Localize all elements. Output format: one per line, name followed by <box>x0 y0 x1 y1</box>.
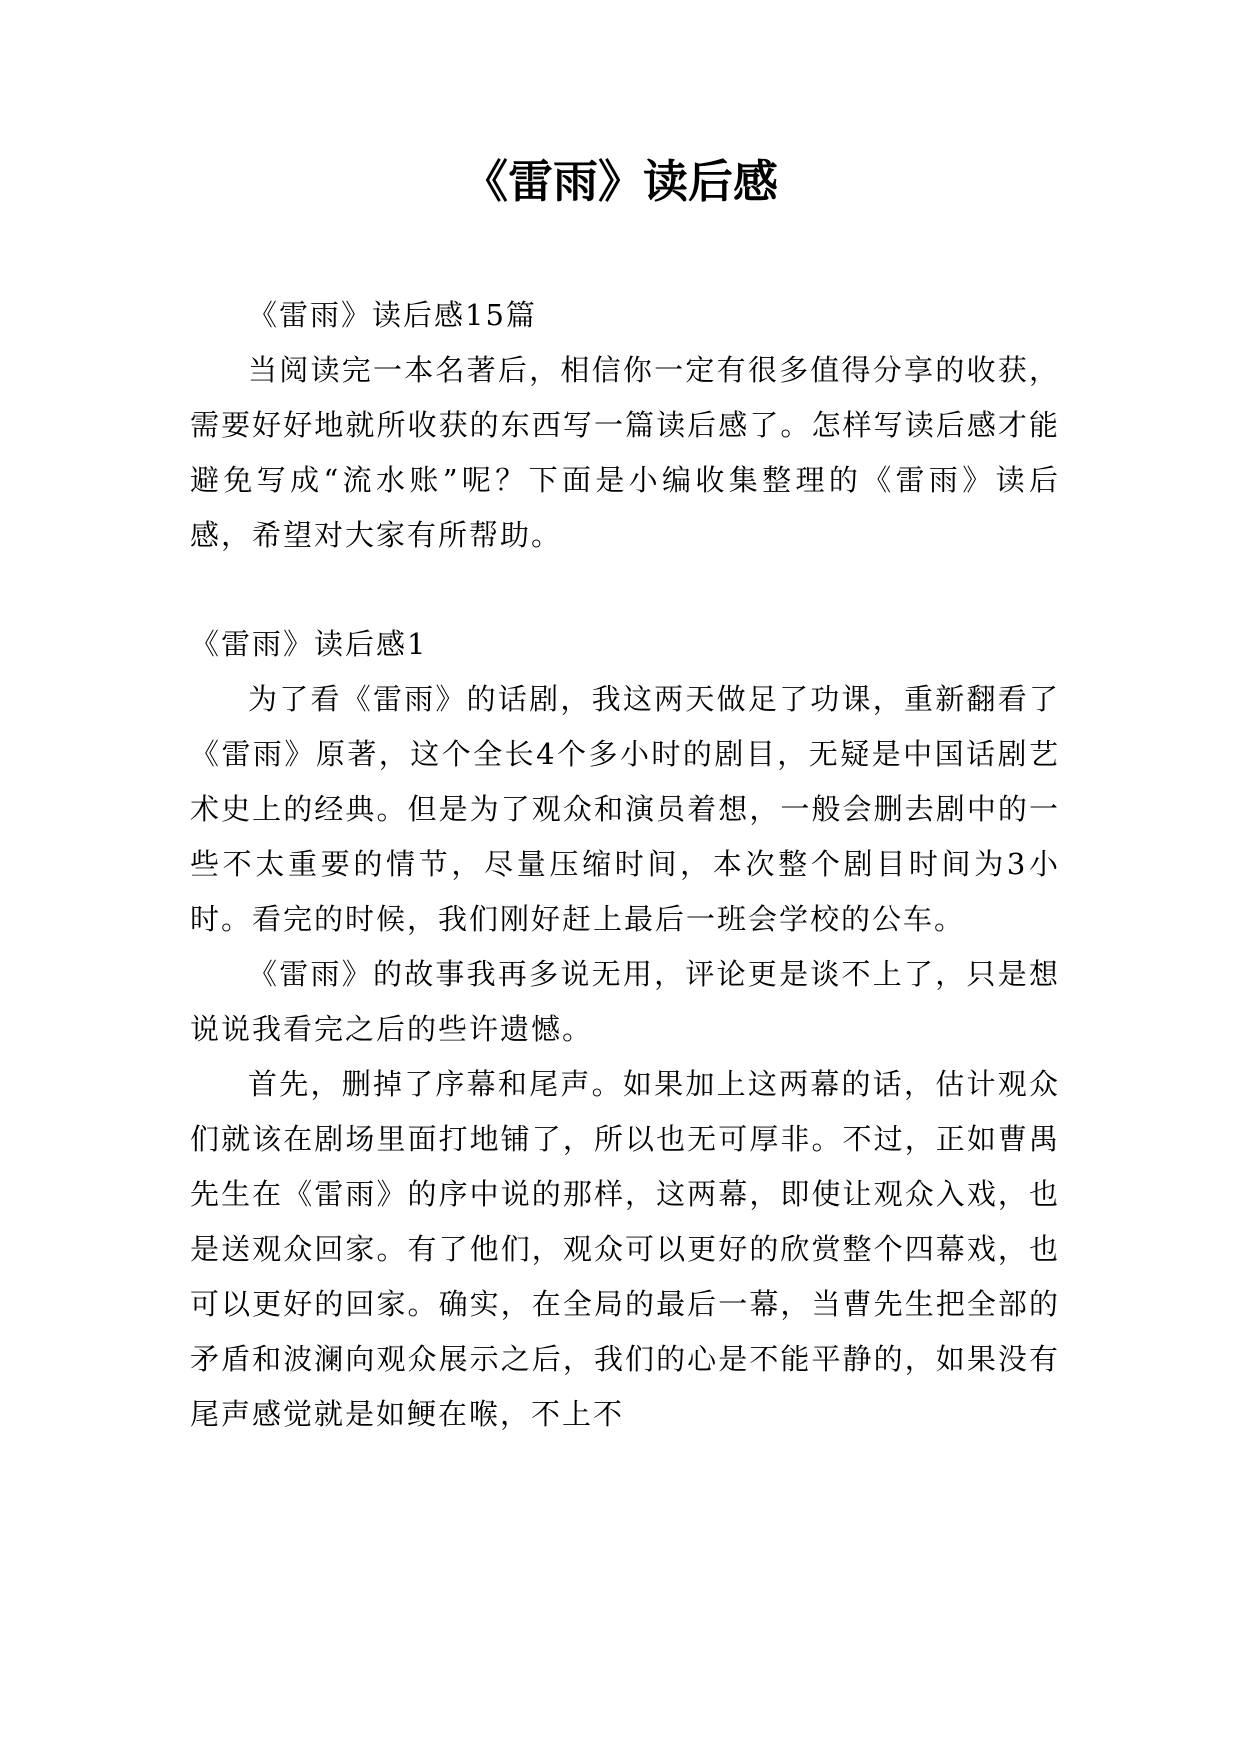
document-title: 《雷雨》读后感 <box>462 155 778 208</box>
section-spacer <box>190 563 1060 617</box>
body-paragraph: 首先，删掉了序幕和尾声。如果加上这两幕的话，估计观众们就该在剧场里面打地铺了，所以也无可厚非。不过，正如曹禺先生在《雷雨》的序中说的那样，这两幕，即使让观众入戏，也是送观众回家。有了他们，观众可以更好的欣赏整个四幕戏，也可以更好的回家。确实，在全局的最后一幕，当曹先生把全部的矛盾和波澜向观众展示之后，我们的心是不能平静的，如果没有尾声感觉就是如鲠在喉，不上不 <box>190 1067 1060 1431</box>
document-body <box>190 288 1060 1442</box>
subtitle-line: 《雷雨》读后感15篇 <box>248 298 537 332</box>
section-heading: 《雷雨》读后感1 <box>190 627 428 661</box>
body-paragraph: 《雷雨》的故事我再多说无用，评论更是谈不上了，只是想说说我看完之后的些许遗憾。 <box>190 957 1060 1046</box>
body-paragraph: 为了看《雷雨》的话剧，我这两天做足了功课，重新翻看了《雷雨》原著，这个全长4个多小时的剧目，无疑是中国话剧艺术史上的经典。但是为了观众和演员着想，一般会删去剧中的一些不太重要的情节，尽量压缩时间，本次整个剧目时间为3小时。看完的时候，我们刚好赶上最后一班会学校的公车。 <box>190 682 1060 936</box>
intro-paragraph: 当阅读完一本名著后，相信你一定有很多值得分享的收获，需要好好地就所收获的东西写一篇读后感了。怎样写读后感才能避免写成“流水账”呢？下面是小编收集整理的《雷雨》读后感，希望对大家有所帮助。 <box>190 353 1060 552</box>
